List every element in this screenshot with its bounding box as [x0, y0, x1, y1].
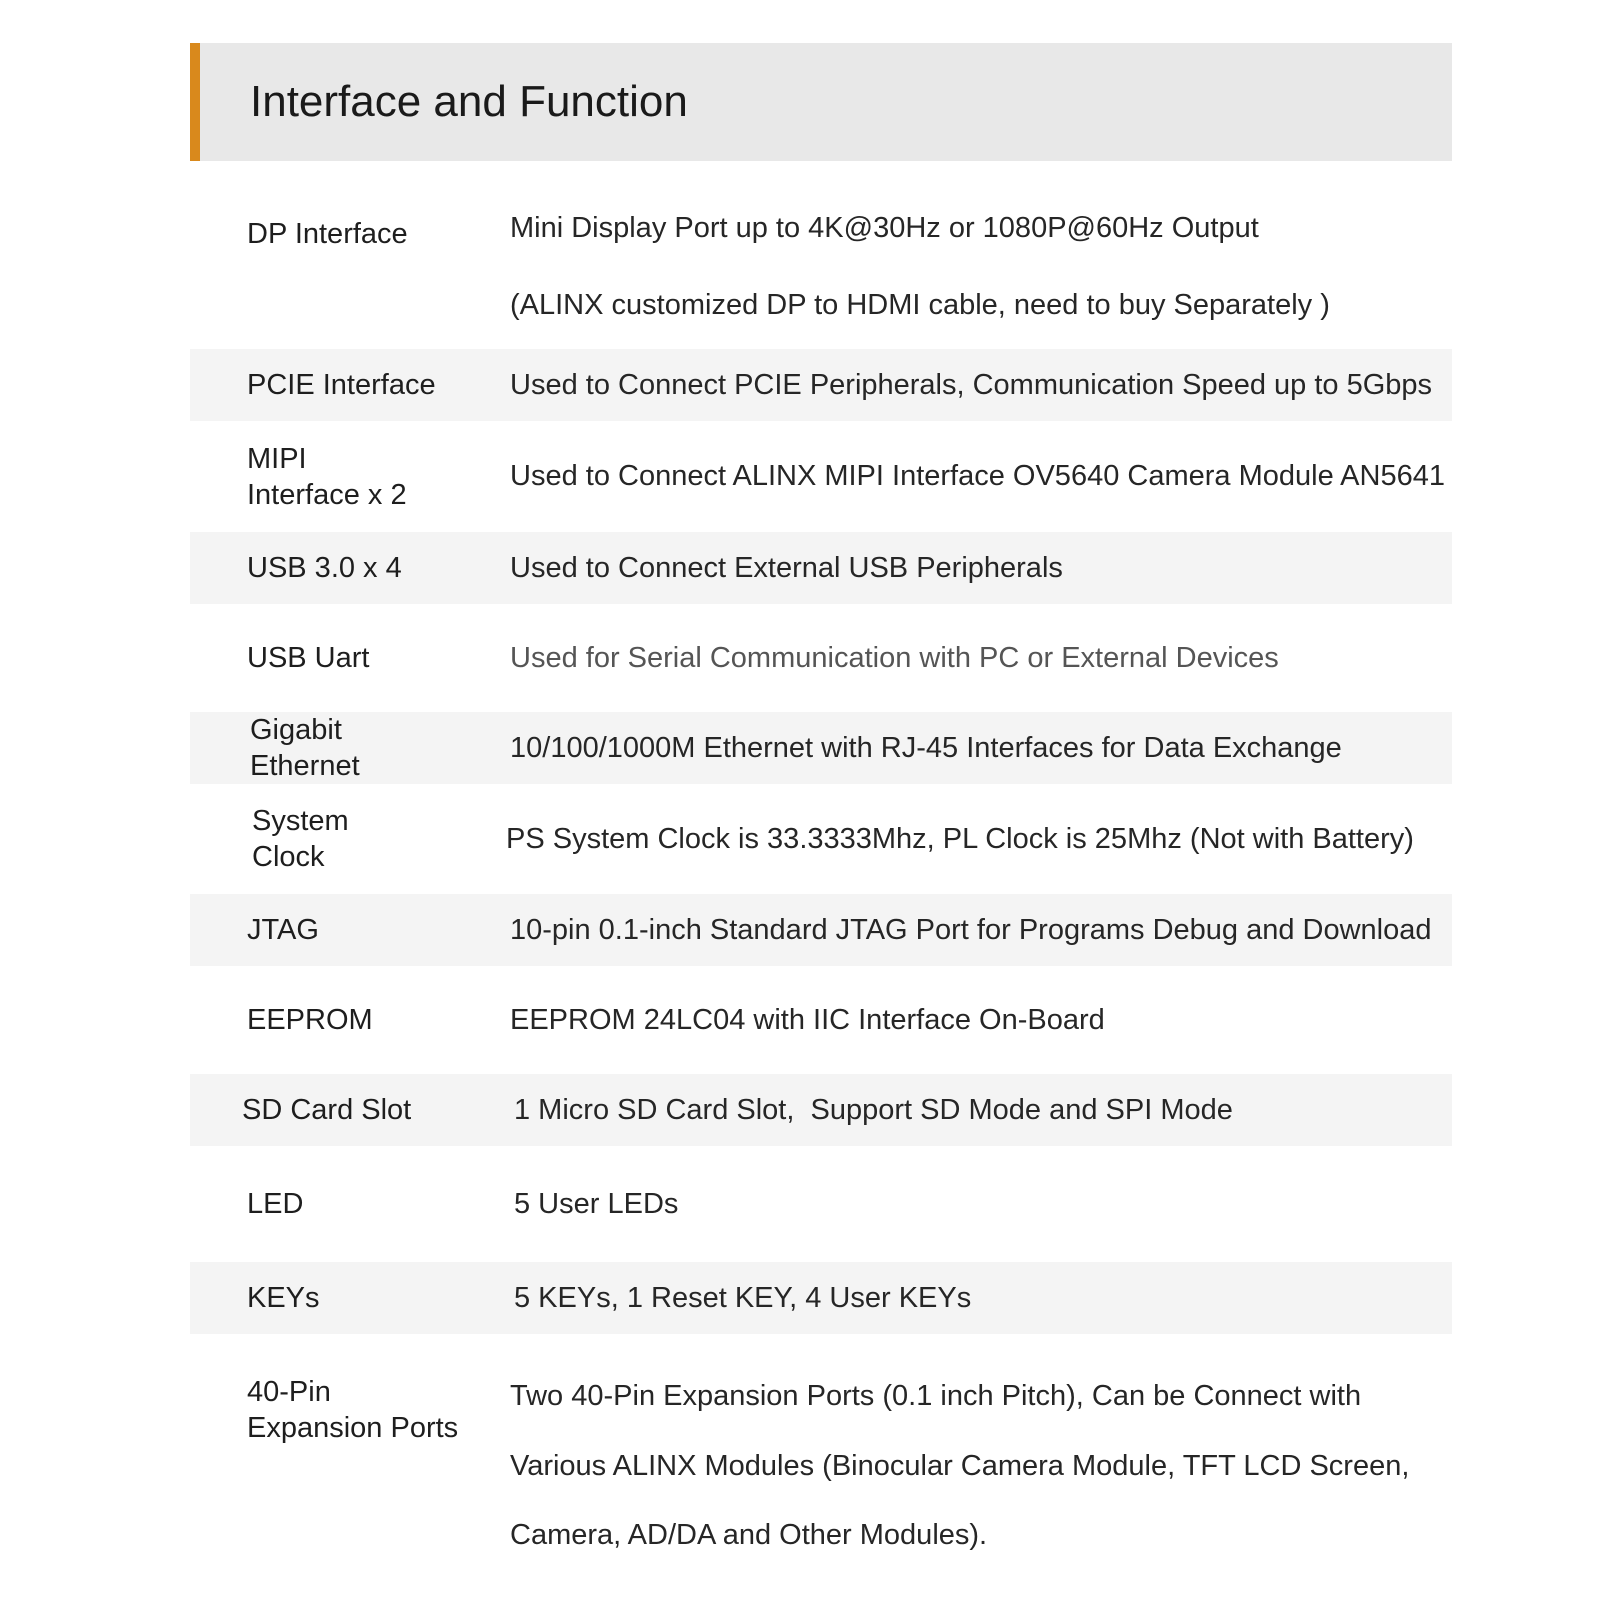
row-description [510, 712, 1450, 784]
header-accent-bar [190, 43, 200, 161]
row-label: JTAG [247, 914, 319, 946]
row-label: DP Interface [247, 218, 408, 250]
table-row-jtag [190, 894, 1452, 966]
row-description [510, 532, 1450, 604]
row-description-line: Mini Display Port up to 4K@30Hz or 1080P@60Hz Output [510, 212, 1259, 244]
row-description-line: Camera, AD/DA and Other Modules). [510, 1519, 988, 1551]
row-description [514, 1074, 1454, 1146]
table-row-dp-interface [190, 190, 1452, 340]
row-description-line: 10-pin 0.1-inch Standard JTAG Port for Programs Debug and Download [510, 913, 1432, 946]
row-description [506, 784, 1446, 894]
table-row-system-clock [190, 784, 1452, 894]
table-row-usb-uart [190, 604, 1452, 712]
row-description-line: Used to Connect ALINX MIPI Interface OV5640 Camera Module AN5641 [510, 460, 1445, 492]
row-description [510, 212, 1450, 322]
row-description-line: 1 Micro SD Card Slot, Support SD Mode and SPI Mode [514, 1093, 1233, 1126]
row-description [510, 1380, 1450, 1552]
row-label: LED [247, 1188, 304, 1220]
page-title: Interface and Function [250, 77, 688, 126]
row-label: EEPROM [247, 1004, 373, 1036]
row-description-line: Two 40-Pin Expansion Ports (0.1 inch Pitch), Can be Connect with [510, 1380, 1362, 1412]
row-label: 40-Pin Expansion Ports [247, 1376, 459, 1444]
table-row-keys [190, 1262, 1452, 1334]
row-label: KEYs [247, 1282, 320, 1314]
row-label: SD Card Slot [242, 1094, 412, 1126]
row-label: System Clock [252, 805, 349, 873]
row-label: USB Uart [247, 642, 370, 674]
table-row-usb3 [190, 532, 1452, 604]
row-label: MIPI Interface x 2 [247, 442, 407, 511]
row-description-line: Used for Serial Communication with PC or External Devices [510, 641, 1279, 674]
table-row-pcie-interface [190, 349, 1452, 421]
row-description-line: EEPROM 24LC04 with IIC Interface On-Board [510, 1003, 1105, 1036]
row-description-line: 10/100/1000M Ethernet with RJ-45 Interfaces for Data Exchange [510, 731, 1342, 764]
row-description-line: Used to Connect PCIE Peripherals, Communication Speed up to 5Gbps [510, 368, 1433, 401]
row-description [510, 604, 1450, 712]
row-description [510, 349, 1450, 421]
row-label: USB 3.0 x 4 [247, 552, 402, 584]
row-description-line: (ALINX customized DP to HDMI cable, need to buy Separately ) [510, 289, 1330, 321]
row-description [514, 1262, 1454, 1334]
section-header [190, 43, 1452, 161]
table-row-led [190, 1146, 1452, 1262]
row-description [510, 966, 1450, 1074]
table-row-sd-card-slot [190, 1074, 1452, 1146]
row-description-line: 5 User LEDs [514, 1187, 679, 1220]
row-label: PCIE Interface [247, 369, 436, 401]
row-description [510, 894, 1450, 966]
row-description-line: PS System Clock is 33.3333Mhz, PL Clock is 25Mhz (Not with Battery) [506, 822, 1414, 855]
row-description [510, 421, 1450, 532]
row-description-line: Used to Connect External USB Peripherals [510, 551, 1063, 584]
row-description-line: Various ALINX Modules (Binocular Camera Module, TFT LCD Screen, [510, 1449, 1410, 1482]
table-row-gigabit-ethernet [190, 712, 1452, 784]
row-description-line: 5 KEYs, 1 Reset KEY, 4 User KEYs [514, 1281, 972, 1314]
row-description [514, 1146, 1454, 1262]
table-row-expansion-ports [190, 1334, 1452, 1564]
table-row-eeprom [190, 966, 1452, 1074]
row-label: Gigabit Ethernet [250, 714, 360, 782]
table-row-mipi-interface [190, 421, 1452, 532]
